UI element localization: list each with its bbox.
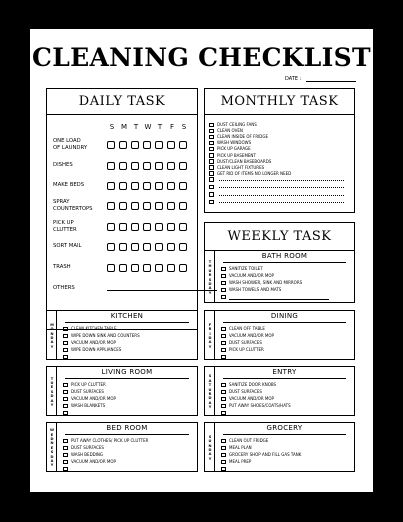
weekday-letter: A [208,340,212,345]
checkbox[interactable] [209,171,214,176]
day-checkbox[interactable] [119,182,127,190]
section-item-label: WASH TOWELS AND MATS [229,287,282,292]
section-item-label: WASH BLANKETS [71,403,106,408]
weekday-letter: A [50,340,54,345]
weekday-letter: A [208,400,212,405]
weekday-letter: D [208,281,212,286]
daily-task-label: SPRAY COUNTERTOPS [53,198,93,212]
monthly-item-label: CLEAN OVEN [217,128,243,134]
section-divider [223,378,346,379]
daily-task-label: PICK UP CLUTTER [53,219,77,233]
weekday-label: F [169,123,175,131]
section-divider [223,434,346,435]
checkbox[interactable] [209,200,214,205]
daily-task-label: TRASH [53,264,71,270]
monthly-task-heading: MONTHLY TASK [205,89,354,115]
section-title: ENTRY [272,368,297,376]
checkbox[interactable] [221,334,226,339]
checkbox[interactable] [63,355,68,360]
weekday-column [205,311,215,359]
weekday-letter: A [208,378,212,383]
section-divider [65,434,189,435]
weekday-letter: W [50,428,54,433]
section-item-label: SANITIZE TOILET [229,266,263,271]
weekday-letter: R [208,273,212,278]
weekday-letter: S [208,374,212,379]
checkbox[interactable] [221,267,226,272]
weekday-letter: M [50,322,54,327]
checkbox[interactable] [221,411,226,416]
weekday-letter: I [209,331,211,336]
checkbox[interactable] [209,135,214,140]
others-field[interactable] [107,290,217,291]
weekday-letter: F [208,322,212,327]
weekday-label: M [120,123,128,131]
section-item-label: PICK UP CLUTTER [229,347,264,352]
checkbox[interactable] [209,185,214,190]
day-checkbox[interactable] [179,141,187,149]
checkbox[interactable] [221,281,226,286]
weekly-section-grocery [204,422,355,472]
section-item-label: PUT AWAY SHOES/COATS/HATS [229,403,291,408]
daily-task-heading: DAILY TASK [47,89,197,115]
write-in-line[interactable] [71,359,171,360]
day-checkbox[interactable] [167,264,175,272]
checkbox[interactable] [221,341,226,346]
section-item-label: VACUUM AND/OR MOP [229,333,274,338]
weekday-label: T [157,123,163,131]
day-checkbox[interactable] [167,243,175,251]
weekday-letter: U [208,268,212,273]
section-item-label: WASH SHOWER, SINK AND MIRRORS [229,280,303,285]
checkbox[interactable] [221,355,226,360]
day-checkbox[interactable] [143,202,151,210]
weekday-letter: S [50,389,54,394]
day-checkbox[interactable] [119,162,127,170]
checkbox[interactable] [63,467,68,472]
day-checkbox[interactable] [167,223,175,231]
weekly-section-kitchen [46,310,198,360]
weekly-task-heading: WEEKLY TASK [227,229,332,244]
weekday-letter: Y [208,290,212,295]
monthly-task-box [204,88,355,213]
section-item-label: VACUUM AND/OR MOP [229,273,274,278]
write-in-line[interactable] [229,359,329,360]
section-item-label: VACUUM AND/OR MOP [71,459,116,464]
checkbox[interactable] [63,397,68,402]
section-divider [65,378,189,379]
weekday-label: S [181,123,187,131]
checkbox[interactable] [221,467,226,472]
day-checkbox[interactable] [131,202,139,210]
checkbox[interactable] [221,397,226,402]
checkbox[interactable] [221,460,226,465]
checklist-page [30,29,373,492]
write-in-line[interactable] [229,415,329,416]
checkbox[interactable] [209,153,214,158]
section-title: LIVING ROOM [101,368,153,376]
day-checkbox[interactable] [179,243,187,251]
others-label: OTHERS [53,285,75,291]
weekday-letter: R [208,327,212,332]
weekday-column [205,423,215,471]
section-item-label: WASH BEDDING [71,452,103,457]
weekday-letter: S [208,277,212,282]
write-in-line[interactable] [229,471,329,472]
checkbox[interactable] [209,129,214,134]
section-item-label: DUST SURFACES [229,340,262,345]
weekday-letter: D [208,448,212,452]
section-item-label: SANITIZE DOOR KNOBS [229,382,277,387]
write-in-line[interactable] [71,415,171,416]
checkbox[interactable] [221,404,226,409]
section-divider [223,262,346,263]
monthly-item-label: WASH WINDOWS [217,140,252,146]
weekday-column [205,367,215,415]
weekday-letter: Y [50,463,54,468]
checkbox[interactable] [63,390,68,395]
weekday-letter: E [50,445,54,450]
day-checkbox[interactable] [143,223,151,231]
weekday-letter: Y [50,344,54,349]
daily-task-label: DISHES [53,162,73,168]
section-title: BATH ROOM [261,252,308,260]
checkbox[interactable] [63,453,68,458]
day-checkbox[interactable] [167,141,175,149]
day-checkbox[interactable] [131,162,139,170]
write-in-line[interactable] [229,299,329,300]
weekday-letter: E [50,432,54,437]
day-checkbox[interactable] [107,182,115,190]
day-checkbox[interactable] [155,162,163,170]
daily-task-label: MAKE BEDS [53,182,85,188]
daily-task-box [46,88,198,330]
section-item-label: VACUUM AND/OR MOP [71,396,116,401]
day-checkbox[interactable] [131,243,139,251]
checkbox[interactable] [209,159,214,164]
weekday-letter: A [50,398,54,403]
day-checkbox[interactable] [107,264,115,272]
section-item-label: DUST SURFACES [229,389,262,394]
weekday-letter: T [50,376,54,381]
weekday-letter: O [50,327,54,332]
section-item-label: DUST SURFACES [71,445,104,450]
checkbox[interactable] [209,177,214,182]
weekday-letter: U [208,439,212,444]
day-checkbox[interactable] [131,182,139,190]
weekday-letter: S [50,450,54,455]
section-divider [223,322,346,323]
checkbox[interactable] [221,348,226,353]
section-item-label: PICK UP CLUTTER [71,382,106,387]
day-checkbox[interactable] [119,264,127,272]
day-checkbox[interactable] [155,243,163,251]
day-checkbox[interactable] [179,182,187,190]
day-checkbox[interactable] [131,223,139,231]
checkbox[interactable] [63,348,68,353]
checkbox[interactable] [63,383,68,388]
weekly-section-dining [204,310,355,360]
weekday-letter: S [208,434,212,439]
checkbox[interactable] [221,327,226,332]
weekday-letter: U [208,387,212,392]
section-item-label: MEAL PREP [229,459,252,464]
section-item-label: DUST SURFACES [71,389,104,394]
section-item-label: CLEAN KITCHEN TABLE [71,326,117,331]
checkbox[interactable] [221,453,226,458]
checkbox[interactable] [221,439,226,444]
weekday-letter: Y [50,403,54,407]
day-checkbox[interactable] [179,202,187,210]
weekday-letter: D [208,396,212,401]
weekday-letter: U [50,381,54,385]
weekday-letter: D [50,437,54,441]
weekly-section-bedroom [46,422,198,472]
day-checkbox[interactable] [155,202,163,210]
checkbox[interactable] [221,446,226,451]
checkbox[interactable] [209,165,214,170]
day-checkbox[interactable] [107,223,115,231]
section-item-label: GROCERY SHOP AND FILL GAS TANK [229,452,302,457]
day-checkbox[interactable] [167,162,175,170]
write-in-line[interactable] [219,187,344,188]
checkbox[interactable] [63,460,68,465]
write-in-line[interactable] [219,195,344,196]
write-in-line[interactable] [219,180,344,181]
day-checkbox[interactable] [107,202,115,210]
day-checkbox[interactable] [155,182,163,190]
section-title: DINING [270,312,299,320]
day-checkbox[interactable] [107,141,115,149]
weekday-letter: N [50,441,54,446]
section-title: GROCERY [266,424,303,432]
daily-task-label: ONE LOAD OF LAUNDRY [53,137,88,151]
weekday-letter: Y [208,405,212,410]
day-checkbox[interactable] [119,141,127,149]
weekday-letter: A [50,459,54,463]
day-checkbox[interactable] [155,141,163,149]
weekday-letter: D [50,336,54,340]
day-checkbox[interactable] [107,162,115,170]
weekday-letter: Y [208,456,212,461]
section-item-label: MEAL PLAN [229,445,252,450]
day-checkbox[interactable] [179,162,187,170]
checkbox[interactable] [209,123,214,128]
section-item-label: VACUUM AND/OR MOP [71,340,116,345]
weekday-letter: A [208,452,212,457]
day-checkbox[interactable] [179,264,187,272]
page-title: CLEANING CHECKLIST [32,43,371,72]
weekday-letter: T [208,259,212,264]
checkbox[interactable] [63,439,68,444]
date-label: DATE : [285,76,302,82]
monthly-item-label: PICK UP BASEMENT [217,152,256,158]
monthly-item-label: CLEAN INSIDE OF FRIDGE [217,134,269,140]
weekday-letter: N [208,443,212,448]
monthly-item-label: DUST CEILING FANS [217,122,257,127]
weekly-section-bathroom [204,250,355,303]
day-checkbox[interactable] [119,243,127,251]
weekday-letter: D [50,394,54,399]
day-checkbox[interactable] [143,141,151,149]
day-checkbox[interactable] [131,141,139,149]
weekly-task-box [204,222,355,250]
date-field[interactable] [306,81,356,82]
day-checkbox[interactable] [119,223,127,231]
section-item-label: VACUUM AND/OR MOP [229,396,274,401]
weekday-letter: D [208,336,212,340]
write-in-line[interactable] [219,202,344,203]
checkbox[interactable] [221,288,226,293]
weekly-section-living [46,366,198,416]
section-item-label: CLEAN OUT FRIDGE [229,438,269,443]
day-checkbox[interactable] [167,182,175,190]
section-divider [65,322,189,323]
checkbox[interactable] [221,390,226,395]
weekday-label: T [133,123,139,131]
checkbox[interactable] [209,192,214,197]
day-checkbox[interactable] [143,182,151,190]
checkbox[interactable] [63,334,68,339]
day-checkbox[interactable] [143,264,151,272]
weekday-label: S [109,123,115,131]
checkbox[interactable] [63,404,68,409]
day-checkbox[interactable] [179,223,187,231]
checkbox[interactable] [221,295,226,300]
checkbox[interactable] [63,341,68,346]
checkbox[interactable] [63,446,68,451]
weekday-letter: E [50,385,54,390]
monthly-item-label: GET RID OF ITEMS NO LONGER NEED [217,170,292,176]
checkbox[interactable] [209,147,214,152]
day-checkbox[interactable] [131,264,139,272]
weekday-letter: H [208,264,212,269]
section-item-label: WIPE DOWN SINK AND COUNTERS [71,333,140,338]
weekday-letter: Y [208,344,212,349]
weekly-section-entry [204,366,355,416]
checkbox[interactable] [63,327,68,332]
day-checkbox[interactable] [119,202,127,210]
daily-task-label: SORT MAIL [53,243,82,249]
weekday-letter: A [208,286,212,291]
section-item-label: PUT AWAY CLOTHES/ PICK UP CLUTTER [71,438,149,443]
weekday-column [205,251,215,302]
weekday-column [47,311,57,359]
day-checkbox[interactable] [143,162,151,170]
day-checkbox[interactable] [107,243,115,251]
weekday-label: W [144,123,152,131]
checkbox[interactable] [63,411,68,416]
checkbox[interactable] [221,383,226,388]
weekday-column [47,423,57,471]
section-item-label: CLEAN OFF TABLE [229,326,265,331]
checkbox[interactable] [221,274,226,279]
day-checkbox[interactable] [167,202,175,210]
monthly-item-label: CLEAN LIGHT FIXTURES [217,164,265,170]
checkbox[interactable] [209,141,214,146]
monthly-item-label: PICK UP GARAGE [217,146,251,152]
section-title: KITCHEN [110,312,144,320]
day-checkbox[interactable] [155,223,163,231]
weekday-letter: T [208,383,212,388]
weekday-letter: N [50,331,54,336]
weekday-column [47,367,57,415]
weekday-letter: D [50,454,54,459]
section-title: BED ROOM [106,424,148,432]
day-checkbox[interactable] [155,264,163,272]
section-item-label: WIPE DOWN APPLIANCES [71,347,122,352]
day-checkbox[interactable] [143,243,151,251]
write-in-line[interactable] [71,471,171,472]
monthly-item-label: DUST/CLEAN BASEBOARDS [217,158,272,164]
weekday-letter: R [208,392,212,396]
